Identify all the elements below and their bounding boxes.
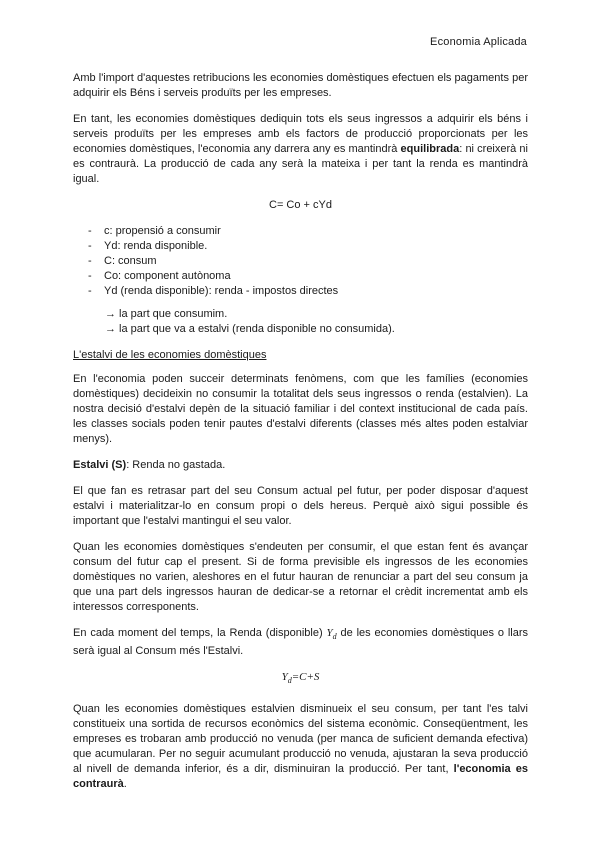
paragraph-3: En l'economia poden succeir determinats fenòmens, com que les famílies (economies domèstiques) decideixin no consumir la totalitat dels seus ingressos o renda (estalvien). La nostra decisió d'estalvi depèn de la situació familiar i del context institucional de cada país. les classes socials poden tenir pautes d'estalvi diferents (classes més altes poden estalviar menys). (73, 373, 528, 445)
paragraph-4 (73, 458, 528, 473)
paragraph-4-bold: Estalvi (S) (73, 459, 127, 471)
page-header-title: Economia Aplicada (430, 36, 527, 48)
paragraph-4-text: : Renda no gastada. (126, 459, 226, 471)
paragraph-2 (73, 112, 528, 187)
inline-var-y: Y (326, 627, 333, 639)
paragraph-2-text-end: : ni creixerà ni es contraurà. La producció de cada any serà la mateixa i per tant la renda es mantindrà igual. (73, 143, 528, 185)
paragraph-8-bold: l'economia es contraurà (73, 763, 528, 791)
paragraph-1: Amb l'import d'aquestes retribucions les economies domèstiques efectuen els pagaments per adquirir els Béns i serveis produïts per les empreses. (73, 72, 528, 99)
paragraph-8 (73, 702, 528, 792)
arrow-note: → la part que va a estalvi (renda disponible no consumida). (105, 323, 395, 335)
paragraph-7-text-end: de les economies domèstiques o llars serà igual al Consum més l'Estalvi. (73, 627, 528, 658)
eq-rest: =C+S (291, 671, 320, 684)
section-heading: L'estalvi de les economies domèstiques (73, 349, 267, 361)
list-item: - Yd: renda disponible. (73, 239, 528, 254)
list-item: - C: consum (73, 254, 528, 269)
paragraph-7 (73, 626, 528, 659)
paragraph-8-text: Quan les economies domèstiques estalvien disminueix el seu consum, per tant l'es talvi constitueix una sortida de recursos econòmics del sistema econòmic. Conseqüentment, les empreses es trobaran amb producció no venuda (per manca de suficient demanda efectiva) que acumularan. Per no seguir acumulant producció no venuda, ajustaran la seva producció al nivell de demanda inferior, és a dir, disminuiran la producció. Per tant, (73, 703, 528, 776)
document-body (73, 71, 528, 803)
definitions-list (73, 224, 528, 299)
paragraph-2-bold: equilibrada (400, 143, 460, 155)
inline-var-sub: d (332, 632, 337, 642)
eq-var-sub: d (287, 676, 292, 686)
list-item: - c: propensió a consumir (73, 224, 528, 239)
paragraph-6: Quan les economies domèstiques s'endeuten per consumir, el que estan fent és avançar consum del futur cap el present. Si de forma previsible els ingressos de les economies domèstiques no varien, aleshores en el futur hauran de renunciar a part del seu consum ja que una part dels ingressos hauran de dedicar-se a retornar el crèdit incrementat amb els interessos corresponents. (73, 541, 528, 613)
paragraph-5: El que fan es retrasar part del seu Consum actual pel futur, per poder disposar d'aquest estalvi i materialitzar-lo en consum propi o dels hereus. Perquè això sigui possible és important que l'estalvi mantingui el seu valor. (73, 485, 528, 527)
eq-var-y: Y (281, 671, 288, 684)
paragraph-2-text: En tant, les economies domèstiques dediquin tots els seus ingressos a adquirir els béns i serveis produïts per les empreses amb els factors de producció proporcionats per les economies domèstiques, l'economia any darrera any es mantindrà (73, 113, 528, 155)
arrow-notes (105, 307, 528, 337)
arrow-note: → la part que consumim. (105, 308, 228, 320)
paragraph-8-text-end: . (123, 778, 127, 791)
income-equation (73, 670, 528, 688)
inline-variable (326, 627, 337, 642)
consumption-formula: C= Co + cYd (269, 199, 332, 211)
paragraph-7-text: En cada moment del temps, la Renda (disponible) (73, 627, 327, 639)
list-item: - Co: component autònoma (73, 269, 528, 284)
list-item: - Yd (renda disponible): renda - impostos directes (73, 284, 528, 299)
